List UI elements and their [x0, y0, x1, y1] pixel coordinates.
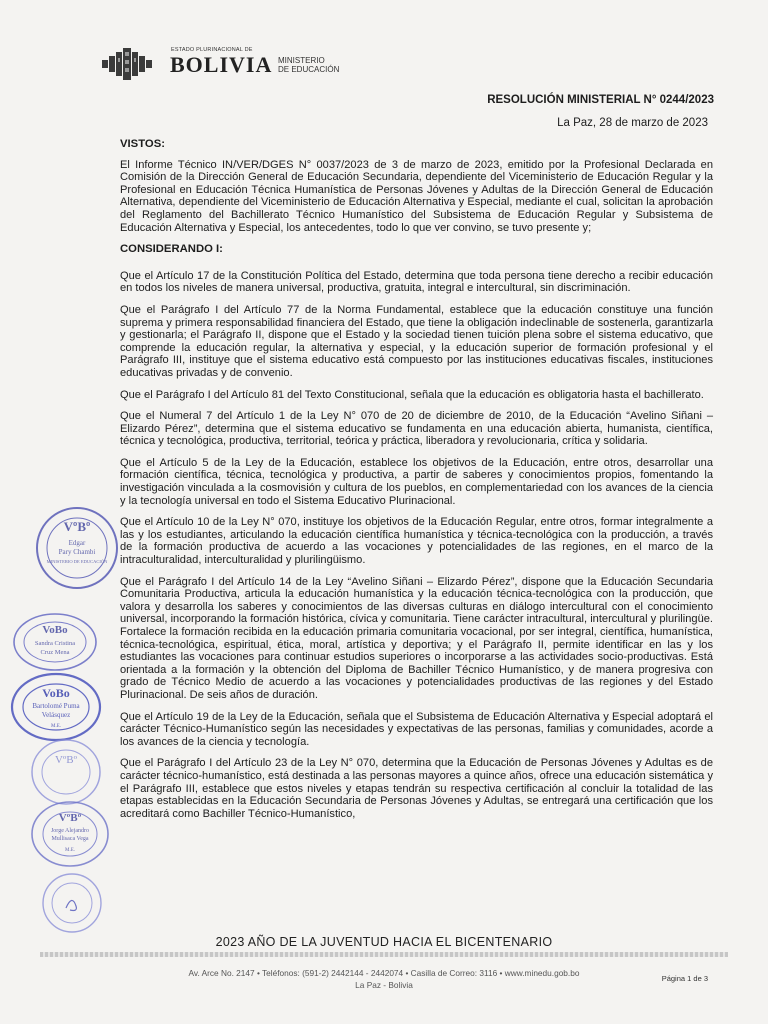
- stamp-name: Cruz Mena: [40, 649, 70, 656]
- approval-stamp: [40, 872, 104, 934]
- footer-divider: [40, 952, 728, 957]
- approval-stamp: [34, 505, 120, 591]
- stamp-vobo: VºBº: [63, 519, 91, 534]
- paragraph: Que el Artículo 10 de la Ley N° 070, instituye los objetivos de la Educación Regular, entre otros, formar integralmente a las y los estudiantes, articulando la educación científica humanística y técnica-tecnológica con la producción, a través de la formación productiva de acuerdo a las vocaciones y potencialidades de las regiones, en el marco de la intraculturalidad, interculturalidad y plurilingüismo.: [120, 516, 713, 567]
- stamp-vobo: VºBº: [58, 812, 82, 824]
- stamp-foot: M.E.: [51, 724, 61, 729]
- paragraph: Que el Parágrafo I del Artículo 81 del Texto Constitucional, señala que la educación es obligatoria hasta el bachillerato.: [120, 388, 704, 401]
- approval-stamp: [30, 800, 110, 868]
- stamp-name: Pary Chambi: [58, 548, 96, 556]
- stamp-ring-text: MINISTERIO DE EDUCACIÓN: [46, 559, 108, 564]
- paragraph: Que el Artículo 5 de la Ley de la Educación, establece los objetivos de la Educación, entre otros, desarrollar una formación científica, técnica, tecnológica y productiva, a partir de saberes y conocimientos propios, fomentando la investigación vinculada a la cosmovisión y cultura de los pueblos, en complementariedad con los avances de la ciencia y la tecnología universal en todo el Sistema Educativo Plurinacional.: [120, 456, 713, 507]
- footer-city: La Paz - Bolivia: [355, 980, 413, 990]
- stamp-vobo: VoBo: [42, 624, 68, 636]
- vistos-paragraph: El Informe Técnico IN/VER/DGES N° 0037/2023 de 3 de marzo de 2023, emitido por la Profesional Declarada en Comisión de la Dirección General de Educación Secundaria, dependiente del Viceministerio de Educación Regular y la Profesional en Educación Técnica Humanística de Personas Jóvenes y Adultas de la Dirección General de Educación Alternativa, dependiente del Viceministerio de Educación Alternativa y Especial, mediante el cual, solicitan la aprobación del Reglamento del Bachillerato Técnico Humanístico del Subsistema de Educación Regular y Subsistema de Educación Alternativa y Especial, los antecedentes, todo lo que ver convino, se tuvo presente y;: [120, 158, 713, 234]
- paragraph: Que el Parágrafo I del Artículo 14 de la Ley “Avelino Siñani – Elizardo Pérez”, dispone que la Educación Secundaria Comunitaria Productiva, articula la educación humanística y la educación técnica-tecnológica con la producción, que valora y desarrolla los saberes y conocimientos de las diversas culturas en diálogo intercultural con el conocimiento universal, incorporando la formación histórica, cívica y comunitaria. Tiene carácter intracultural, intercultural y plurilingüe. Fortalece la formación recibida en la educación primaria comunitaria vocacional, por ser integral, científica, humanística, técnica-tecnológica, espiritual, ética, moral, artística y deportiva; y el Parágrafo II, permite identificar en las y los estudiantes las vocaciones para continuar estudios superiores o incorporarse a las actividades socio-productivas. Está orientada a la formación y la obtención del Diploma de Bachiller Técnico Humanístico, y de manera progresiva con grado de Técnico Medio de acuerdo a las vocaciones y potencialidades productivas de las regiones y del Estado Plurinacional. De seis años de duración.: [120, 575, 713, 701]
- stamp-name: Bartolomé Puma: [32, 702, 80, 710]
- paragraph: Que el Artículo 17 de la Constitución Política del Estado, determina que toda persona tiene derecho a recibir educación en todos los niveles de manera universal, productiva, gratuita, integral e intercultural, sin discriminación.: [120, 269, 713, 295]
- document-body: [120, 138, 713, 829]
- stamp-vobo: VºBº: [54, 754, 78, 766]
- paragraph: Que el Artículo 19 de la Ley de la Educación, señala que el Subsistema de Educación Alternativa y Especial adoptará el carácter Técnico-Humanístico según las necesidades y expectativas de las personas, familias y comunidades, acorde a los avances de la ciencia y tecnología.: [120, 710, 713, 748]
- stamp-name: Sandra Cristina: [34, 640, 76, 647]
- stamp-name: Mullisaca Vega: [51, 836, 89, 842]
- paragraph: Que el Parágrafo I del Artículo 23 de la Ley N° 070, determina que la Educación de Personas Jóvenes y Adultas es de carácter técnico-humanístico, está destinada a las personas mayores a quince años, ofrece una educación sistemática y el Parágrafo III, establece que estos niveles y etapas tendrán su respectiva certificación al concluir la totalidad de las etapas establecidas en la Educación Secundaria de Personas Jóvenes y Adultas, se entregará una certificación que los acreditará como Bachiller Técnico-Humanístico,: [120, 757, 713, 820]
- page-number: Página 1 de 3: [661, 974, 708, 983]
- stamp-name: Edgar: [68, 539, 86, 547]
- footer-address: Av. Arce No. 2147 • Teléfonos: (591-2) 2442144 - 2442074 • Casilla de Correo: 3116 • www.minedu.gob.bo: [188, 968, 580, 978]
- stamp-name: Jorge Alejandro: [50, 828, 90, 834]
- approval-stamp: [12, 612, 98, 672]
- considerando-heading: CONSIDERANDO I:: [120, 243, 223, 256]
- header-estado: ESTADO PLURINACIONAL DE: [171, 47, 253, 53]
- stamp-name: Velásquez: [41, 711, 71, 719]
- approval-stamp: [10, 672, 102, 742]
- ministry-line2: DE EDUCACIÓN: [278, 65, 340, 74]
- header-ministry: [278, 56, 339, 74]
- paragraph: Que el Numeral 7 del Artículo 1 de la Ley N° 070 de 20 de diciembre de 2010, de la Educación “Avelino Siñani – Elizardo Pérez”, determina que el sistema educativo se fundamenta en una educación abierta, humanista, científica, técnica y tecnológica, productiva, territorial, teórica y práctica, liberadora y revolucionaria, crítica y solidaria.: [120, 410, 713, 448]
- stamp-vobo: VoBo: [42, 686, 70, 700]
- place-date: La Paz, 28 de marzo de 2023: [557, 117, 708, 129]
- approval-stamp: [30, 738, 102, 806]
- bolivia-coat-of-arms-icon: [100, 46, 170, 82]
- resolution-number: RESOLUCIÓN MINISTERIAL N° 0244/2023: [487, 94, 714, 106]
- header-country: BOLIVIA: [170, 52, 273, 77]
- vistos-heading: VISTOS:: [120, 138, 165, 150]
- footer-motto: 2023 AÑO DE LA JUVENTUD HACIA EL BICENTENARIO: [215, 935, 553, 949]
- stamp-foot: M.E.: [65, 848, 75, 853]
- ministry-line1: MINISTERIO: [278, 56, 325, 65]
- paragraph: Que el Parágrafo I del Artículo 77 de la Norma Fundamental, establece que la educación constituye una función suprema y primera responsabilidad financiera del Estado, que tiene la obligación indeclinable de sostenerla, garantizarla y gestionarla; el Parágrafo II, dispone que el Estado y la sociedad tienen tuición plena sobre el sistema educativo, que comprende la educación regular, la alternativa y especial, y la educación superior de formación profesional y el Parágrafo III, instituye que el sistema educativo está compuesto por las instituciones educativas fiscales, instituciones educativas privadas y de convenio.: [120, 303, 713, 379]
